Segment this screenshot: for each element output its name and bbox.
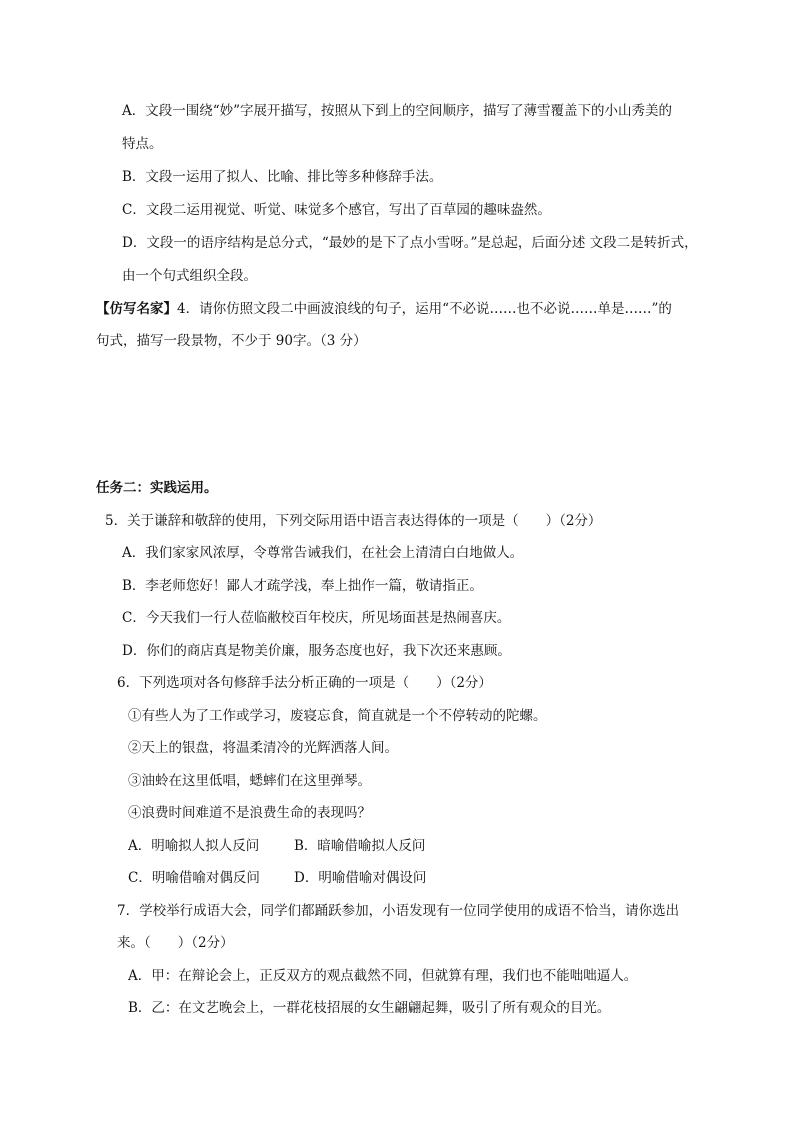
q4-text-line1: 4．请你仿照文段二中画波浪线的句子，运用“不必说……也不必说……单是……”的 xyxy=(177,301,672,317)
q6-sentence-3: ③油蛉在这里低唱，蟋蟀们在这里弹琴。 xyxy=(128,773,371,789)
q7-option-a: A．甲：在辩论会上，正反双方的观点截然不同，但就算有理，我们也不能咄咄逼人。 xyxy=(128,968,638,984)
question-7-stem-line2: 来。（ ）（2分） xyxy=(117,935,234,951)
q3-option-c: C．文段二运用视觉、听觉、味觉多个感官，写出了百草园的趣味盎然。 xyxy=(122,202,551,218)
q5-option-b: B．李老师您好！鄙人才疏学浅，奉上拙作一篇，敬请指正。 xyxy=(122,578,483,594)
task-2-heading: 任务二：实践运用。 xyxy=(96,480,218,496)
q5-option-c: C．今天我们一行人莅临敝校百年校庆，所见场面甚是热闹喜庆。 xyxy=(122,610,511,626)
q6-sentence-4: ④浪费时间难道不是浪费生命的表现吗？ xyxy=(128,805,371,821)
question-4-line2: 句式，描写一段景物，不少于 90字。（3 分） xyxy=(96,333,367,349)
q6-option-d: D．明喻借喻对偶设问 xyxy=(294,870,427,886)
q3-option-d-line1: D．文段一的语序结构是总分式，“最妙的是下了点小雪呀。”是总起，后面分述 文段二是转折式， xyxy=(122,235,698,251)
question-5-stem: 5．关于谦辞和敬辞的使用，下列交际用语中语言表达得体的一项是（ ）（2分） xyxy=(105,513,602,529)
q3-option-a-line1: A．文段一围绕“妙”字展开描写，按照从下到上的空间顺序，描写了薄雪覆盖下的小山秀美的 xyxy=(122,103,673,119)
question-6-stem: 6．下列选项对各句修辞手法分析正确的一项是（ ）（2分） xyxy=(117,675,492,691)
q6-option-b: B．暗喻借喻拟人反问 xyxy=(294,838,426,854)
q6-option-a: A．明喻拟人拟人反问 xyxy=(128,838,260,854)
q5-option-d: D．你们的商店真是物美价廉，服务态度也好，我下次还来惠顾。 xyxy=(122,643,511,659)
q6-sentence-2: ②天上的银盘，将温柔清冷的光辉洒落人间。 xyxy=(128,740,398,756)
q6-option-c: C．明喻借喻对偶反问 xyxy=(128,870,260,886)
question-4-line1 xyxy=(96,299,672,319)
q5-option-a: A．我们家家风浓厚，令尊常告诫我们，在社会上清清白白地做人。 xyxy=(122,545,524,561)
q7-option-b: B．乙：在文艺晚会上，一群花枝招展的女生翩翩起舞，吸引了所有观众的目光。 xyxy=(128,1000,611,1016)
q3-option-d-line2: 由一个句式组织全段。 xyxy=(122,268,257,284)
q6-sentence-1: ①有些人为了工作或学习，废寝忘食，简直就是一个不停转动的陀螺。 xyxy=(128,708,547,724)
q3-option-b: B．文段一运用了拟人、比喻、排比等多种修辞手法。 xyxy=(122,169,443,185)
q3-option-a-line2: 特点。 xyxy=(122,136,163,152)
q4-section-label: 【仿写名家】 xyxy=(96,301,177,317)
question-7-stem-line1: 7．学校举行成语大会，同学们都踊跃参加，小语发现有一位同学使用的成语不恰当，请你选出 xyxy=(117,903,680,919)
